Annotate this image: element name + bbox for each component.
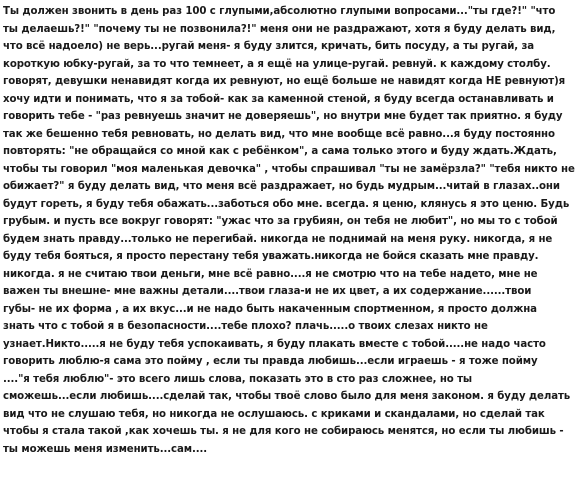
text-line: грубым. и пусть все вокруг говорят: "ужас что за грубиян, он тебя не любит", но мы то с тобой <box>3 216 558 227</box>
text-line: губы- не их форма , а их вкус...и не надо быть накаченным спортменном, я просто должна <box>3 303 537 315</box>
text-line: ...."я тебя люблю"- это всего лишь слова, показать это в сто раз сложнее, но ты <box>3 373 473 385</box>
text-line: никогда. я не считаю твои деньги, мне всё равно....я не смотрю что на тебе надето, мне не <box>3 268 538 280</box>
text-line: хочу идти и понимать, что я за тобой- как за каменной стеной, я буду всегда останавливать и <box>3 93 554 105</box>
text-line: чтобы я стала такой ,как хочешь ты. я не для кого не собираюсь менятся, но если ты любишь - <box>3 426 564 437</box>
text-line: так же бешенно тебя ревновать, но делать вид, что мне вообще всё равно...я буду постоянно <box>3 128 555 140</box>
text-line: будут гореть, я буду тебя обажать...заботься обо мне. всегда. я ценю, клянусь я это ценю. Будь <box>3 198 570 210</box>
text-line: буду тебя бояться, я просто перестану тебя уважать.никогда не бойся сказать мне правду. <box>3 251 539 262</box>
text-line: чтобы ты говорил "моя маленькая девочка" , чтобы спрашивал "ты не замёрзла?" "тебя никто не <box>3 163 575 175</box>
text-line: будем знать правду...только не перегибай. никогда не поднимай на меня руку. никогда, я не <box>3 233 553 245</box>
text-line: сможешь...если любишь....сделай так, чтобы твоё слово было для меня законом. я буду делать <box>3 391 571 402</box>
text-line: говорить люблю-я сама это пойму , если ты правда любишь...если играешь - я тоже пойму <box>3 356 538 367</box>
text-line: Ты должен звонить в день раз 100 с глупыми,абсолютно глупыми вопросами..."ты где?!" "что <box>3 6 556 17</box>
text-line: что всё надоело) не верь...ругай меня- я буду злится, кричать, бить посуду, а ты ругай, за <box>3 41 535 52</box>
text-line: короткую юбку-ругай, за то что темнеет, а я ещё на улице-ругай. ревнуй. к каждому столбу. <box>3 58 551 70</box>
text-line: повторять: "не обращайся со мной как с ребёнком", а сама только этого и буду ждать.Ждать, <box>3 146 557 157</box>
text-line: обижает?" я буду делать вид, что меня всё раздражает, но будь мудрым...читай в глазах..они <box>3 181 560 192</box>
text-line: знать что с тобой я в безопасности....тебе плохо? плачь.....о твоих слезах никто не <box>3 321 488 332</box>
text-line: ты можешь меня изменить...сам.... <box>3 443 208 455</box>
text-line: ты делаешь?!" "почему ты не позвонила?!" меня они не раздражают, хотя я буду делать вид, <box>3 23 556 35</box>
text-block <box>3 3 581 458</box>
text-line: важен ты внешне- мне важны детали....твои глаза-и не их цвет, а их содержание......твои <box>3 286 532 297</box>
text-line: узнает.Никто.....я не буду тебя успокаивать, я буду плакать вместе с тобой.....не надо часто <box>3 338 546 350</box>
text-line: говорить тебе - "раз ревнуешь значит не доверяешь", но внутри мне будет так приятно. я буду <box>3 111 563 122</box>
text-line: вид что не слушаю тебя, но никогда не ослушаюсь. с криками и скандалами, но сделай так <box>3 408 545 420</box>
text-line: говорят, девушки ненавидят когда их ревнуют, но ещё больше не навидят когда НЕ ревнуют)я <box>3 76 566 87</box>
